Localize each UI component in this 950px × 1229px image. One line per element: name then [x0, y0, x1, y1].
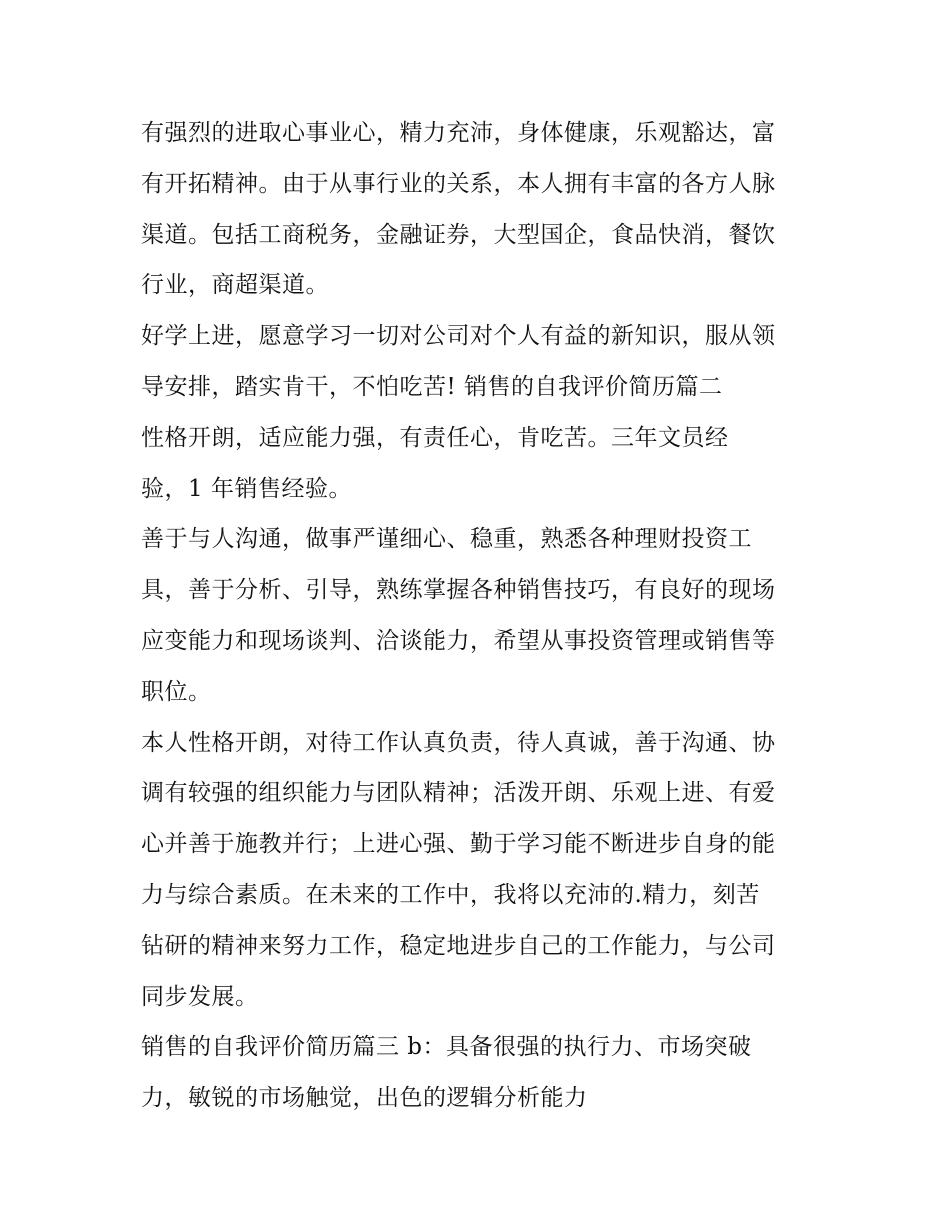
- document-body: [141, 108, 821, 1124]
- text-line: 力与综合素质。在未来的工作中，我将以充沛的.精力，刻苦: [141, 881, 760, 908]
- text-line: 职位。: [141, 678, 212, 705]
- text-line: 善于与人沟通，做事严谨细心、稳重，熟悉各种理财投资工: [141, 526, 752, 553]
- text-line: 销售的自我评价简历篇三 b：具备很强的执行力、市场突破: [141, 1034, 752, 1061]
- text-line: 钻研的精神来努力工作，稳定地进步自己的工作能力，与公司: [141, 932, 776, 959]
- text-line: 性格开朗，适应能力强，有责任心，肯吃苦。三年文员经: [141, 424, 729, 451]
- text-line: 心并善于施教并行；上进心强、勤于学习能不断进步自身的能: [141, 831, 776, 858]
- text-line: 好学上进，愿意学习一切对公司对个人有益的新知识，服从领: [141, 323, 776, 350]
- text-line: 渠道。包括工商税务，金融证券，大型国企，食品快消，餐饮: [141, 221, 776, 248]
- text-line: 具，善于分析、引导，熟练掌握各种销售技巧，有良好的现场: [141, 577, 776, 604]
- text-line: 行业，商超渠道。: [141, 272, 329, 299]
- text-line: 本人性格开朗，对待工作认真负责，待人真诚，善于沟通、协: [141, 729, 776, 756]
- text-line: 同步发展。: [141, 983, 259, 1010]
- text-line: 有开拓精神。由于从事行业的关系，本人拥有丰富的各方人脉: [141, 170, 776, 197]
- text-line: 验，1 年销售经验。: [141, 475, 352, 502]
- text-line: 有强烈的进取心事业心，精力充沛，身体健康，乐观豁达，富: [141, 120, 776, 146]
- text-line: 力，敏锐的市场触觉，出色的逻辑分析能力: [141, 1085, 588, 1112]
- text-line: 导安排，踏实肯干，不怕吃苦! 销售的自我评价简历篇二: [141, 373, 723, 400]
- text-line: 应变能力和现场谈判、洽谈能力，希望从事投资管理或销售等: [141, 627, 776, 654]
- text-line: 调有较强的组织能力与团队精神；活泼开朗、乐观上进、有爱: [141, 780, 776, 807]
